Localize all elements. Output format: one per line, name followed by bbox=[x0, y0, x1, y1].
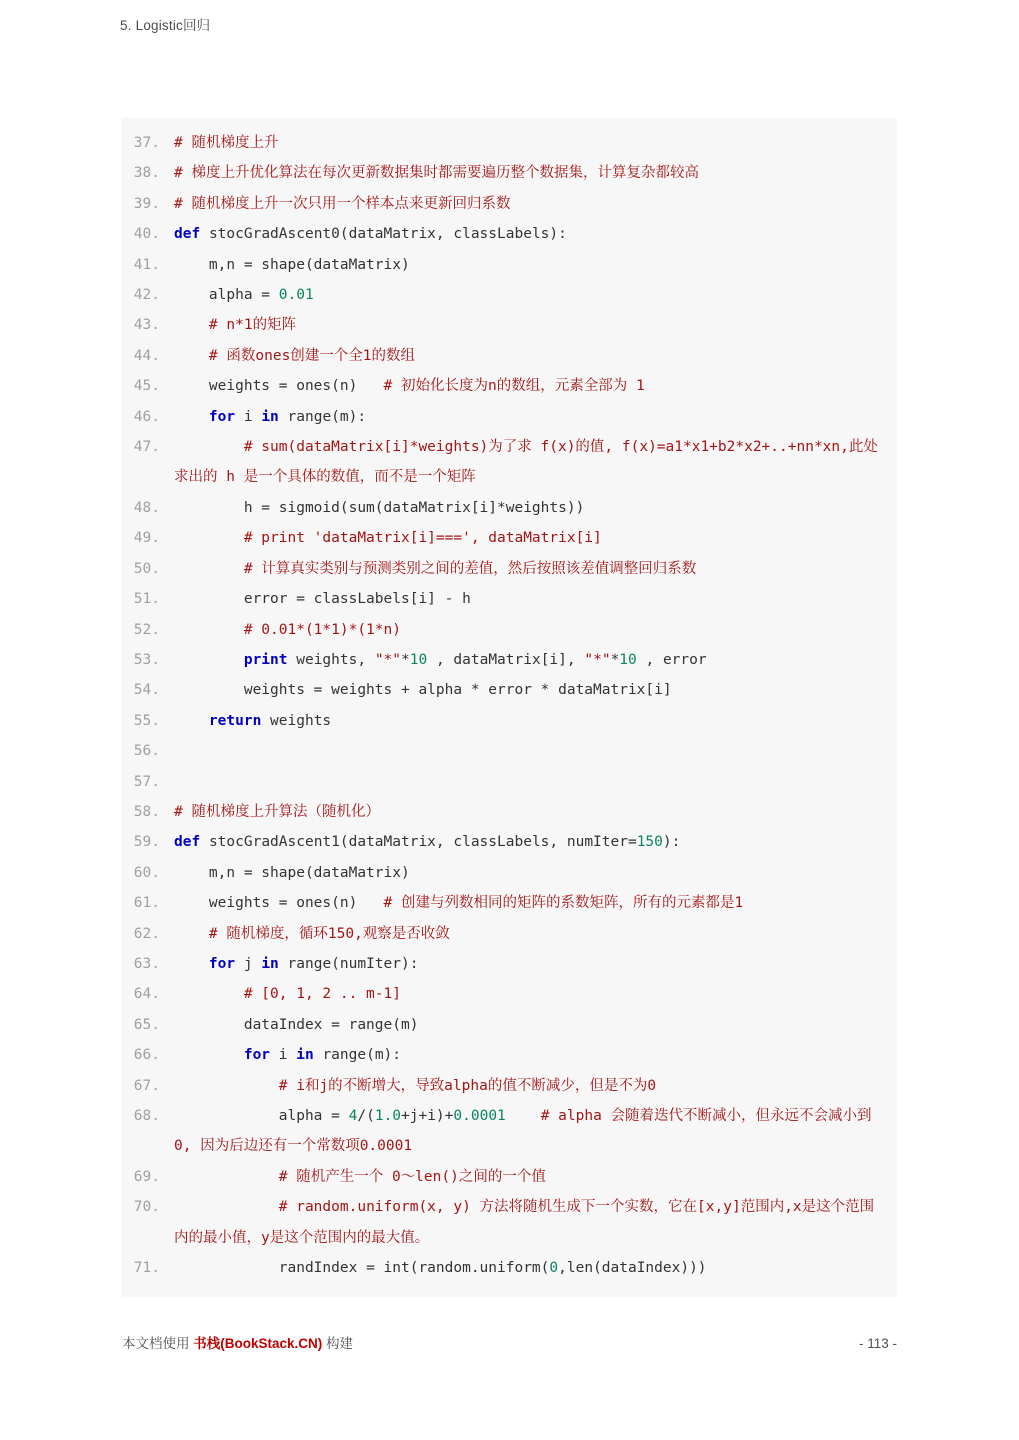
code-line-text: print weights, "*"*10 , dataMatrix[i], "*"*10 , error bbox=[243, 651, 707, 668]
line-number: 38. bbox=[133, 165, 160, 182]
code-line-text: for i in range(m): bbox=[243, 1047, 402, 1064]
line-number: 41. bbox=[133, 256, 160, 273]
code-line-text: # [0, 1, 2 .. m-1] bbox=[174, 986, 401, 1003]
line-number: 64. bbox=[133, 986, 160, 1003]
code-line bbox=[122, 979, 897, 1009]
line-number: 47. bbox=[133, 439, 160, 456]
code-line bbox=[122, 432, 897, 493]
code-line-text: dataIndex = range(m) bbox=[174, 1016, 419, 1033]
code-line bbox=[122, 189, 897, 219]
footer-credit bbox=[122, 1332, 353, 1352]
code-line bbox=[122, 1101, 897, 1162]
code-line-text: # 随机梯度上升算法（随机化） bbox=[174, 803, 380, 820]
code-line bbox=[122, 219, 897, 249]
line-number: 43. bbox=[133, 317, 160, 334]
code-line-text: m,n = shape(dataMatrix) bbox=[174, 256, 410, 273]
code-line bbox=[122, 493, 897, 523]
line-number: 46. bbox=[133, 408, 160, 425]
line-number: 45. bbox=[133, 378, 160, 395]
code-line bbox=[122, 919, 897, 949]
line-number: 44. bbox=[133, 347, 160, 364]
code-line-text: for j in range(numIter): bbox=[208, 955, 419, 972]
line-number: 59. bbox=[133, 834, 160, 851]
code-line-text: weights = weights + alpha * error * dataMatrix[i] bbox=[174, 682, 672, 699]
code-line-text: # 随机梯度，循环150,观察是否收敛 bbox=[174, 925, 450, 942]
code-line-text: return weights bbox=[208, 712, 332, 729]
code-line bbox=[122, 554, 897, 584]
line-number: 56. bbox=[133, 743, 160, 760]
code-line bbox=[122, 1071, 897, 1101]
code-block bbox=[122, 118, 897, 1297]
code-line bbox=[122, 1253, 897, 1283]
line-number: 55. bbox=[133, 712, 160, 729]
code-line-text: def stocGradAscent0(dataMatrix, classLabels): bbox=[174, 226, 567, 243]
code-line-text: weights = ones(n) # 创建与列数相同的矩阵的系数矩阵，所有的元素都是1 bbox=[174, 895, 744, 912]
code-line-text: # 0.01*(1*1)*(1*n) bbox=[174, 621, 401, 638]
page-footer bbox=[122, 1332, 897, 1352]
code-line bbox=[122, 128, 897, 158]
code-line-text: # sum(dataMatrix[i]*weights)为了求 f(x)的值, f(x)=a1*x1+b2*x2+..+nn*xn,此处求出的 h 是一个具体的数值，而不是一个矩阵 bbox=[174, 439, 878, 486]
line-number: 69. bbox=[133, 1168, 160, 1185]
line-number: 71. bbox=[133, 1260, 160, 1277]
code-line-text: m,n = shape(dataMatrix) bbox=[174, 864, 410, 881]
code-line bbox=[122, 1162, 897, 1192]
code-line bbox=[122, 1040, 897, 1070]
code-line bbox=[122, 341, 897, 371]
code-line bbox=[122, 158, 897, 188]
footer-brand: 书栈(BookStack.CN) bbox=[193, 1336, 323, 1351]
code-line-text: alpha = 0.01 bbox=[174, 287, 314, 304]
line-number: 40. bbox=[133, 226, 160, 243]
code-line-text: h = sigmoid(sum(dataMatrix[i]*weights)) bbox=[174, 499, 585, 516]
line-number: 42. bbox=[133, 287, 160, 304]
code-line-text: # 随机梯度上升 bbox=[174, 135, 279, 151]
code-line bbox=[122, 250, 897, 280]
line-number: 63. bbox=[133, 955, 160, 972]
line-number: 67. bbox=[133, 1077, 160, 1094]
code-line bbox=[122, 523, 897, 553]
line-number: 60. bbox=[133, 864, 160, 881]
code-line-text: # 计算真实类别与预测类别之间的差值，然后按照该差值调整回归系数 bbox=[174, 560, 697, 577]
page-number: - 113 - bbox=[858, 1336, 897, 1351]
code-line bbox=[122, 858, 897, 888]
code-line-text: randIndex = int(random.uniform(0,len(dataIndex))) bbox=[174, 1260, 707, 1277]
line-number: 62. bbox=[133, 925, 160, 942]
line-number: 48. bbox=[133, 499, 160, 516]
code-line-text: # 梯度上升优化算法在每次更新数据集时都需要遍历整个数据集，计算复杂都较高 bbox=[174, 165, 699, 182]
code-line-text bbox=[174, 736, 897, 766]
line-number: 54. bbox=[133, 682, 160, 699]
line-number: 66. bbox=[133, 1047, 160, 1064]
line-number: 68. bbox=[133, 1108, 160, 1124]
code-lines-container bbox=[122, 128, 897, 1283]
code-line-text: alpha = 4/(1.0+j+i)+0.0001 # alpha 会随着迭代不断减小，但永远不会减小到0, 因为后边还有一个常数项0.0001 bbox=[174, 1108, 872, 1155]
line-number: 37. bbox=[133, 135, 160, 151]
code-line-text: # 函数ones创建一个全1的数组 bbox=[174, 347, 416, 364]
line-number: 39. bbox=[133, 195, 160, 212]
line-number: 70. bbox=[133, 1199, 160, 1216]
code-line bbox=[122, 402, 897, 432]
code-line-text: # i和j的不断增大，导致alpha的值不断减少，但是不为0 bbox=[174, 1077, 657, 1094]
code-line-text: weights = ones(n) # 初始化长度为n的数组，元素全部为 1 bbox=[174, 378, 645, 395]
code-line bbox=[122, 706, 897, 736]
code-line-text: # print 'dataMatrix[i]===', dataMatrix[i] bbox=[174, 530, 602, 547]
code-line bbox=[122, 280, 897, 310]
code-line-text: # 随机产生一个 0～len()之间的一个值 bbox=[174, 1168, 546, 1185]
code-line bbox=[122, 736, 897, 766]
line-number: 50. bbox=[133, 560, 160, 577]
code-line-text: error = classLabels[i] - h bbox=[174, 591, 471, 608]
page-header: 5. Logistic回归 bbox=[120, 18, 211, 33]
line-number: 49. bbox=[133, 530, 160, 547]
code-line bbox=[122, 797, 897, 827]
code-line bbox=[122, 1192, 897, 1253]
footer-prefix: 本文档使用 bbox=[122, 1336, 194, 1351]
footer-suffix: 构建 bbox=[322, 1336, 354, 1351]
code-line-text: # random.uniform(x, y) 方法将随机生成下一个实数，它在[x,y]范围内,x是这个范围内的最小值，y是这个范围内的最大值。 bbox=[174, 1199, 875, 1246]
code-line bbox=[122, 888, 897, 918]
code-line-text: # n*1的矩阵 bbox=[174, 317, 297, 334]
code-line bbox=[122, 949, 897, 979]
code-line bbox=[122, 645, 897, 675]
code-line bbox=[122, 584, 897, 614]
line-number: 61. bbox=[133, 895, 160, 912]
code-line bbox=[122, 675, 897, 705]
code-line bbox=[122, 827, 897, 857]
line-number: 65. bbox=[133, 1016, 160, 1033]
line-number: 53. bbox=[133, 651, 160, 668]
code-line bbox=[122, 767, 897, 797]
code-line-text: def stocGradAscent1(dataMatrix, classLabels, numIter=150): bbox=[174, 834, 681, 851]
code-line-text: for i in range(m): bbox=[208, 408, 367, 425]
line-number: 58. bbox=[133, 803, 160, 820]
line-number: 51. bbox=[133, 591, 160, 608]
code-line bbox=[122, 310, 897, 340]
code-line bbox=[122, 1010, 897, 1040]
code-line bbox=[122, 615, 897, 645]
line-number: 57. bbox=[133, 773, 160, 790]
code-line-text: # 随机梯度上升一次只用一个样本点来更新回归系数 bbox=[174, 195, 511, 212]
code-line bbox=[122, 371, 897, 401]
code-line-text bbox=[174, 767, 897, 797]
line-number: 52. bbox=[133, 621, 160, 638]
